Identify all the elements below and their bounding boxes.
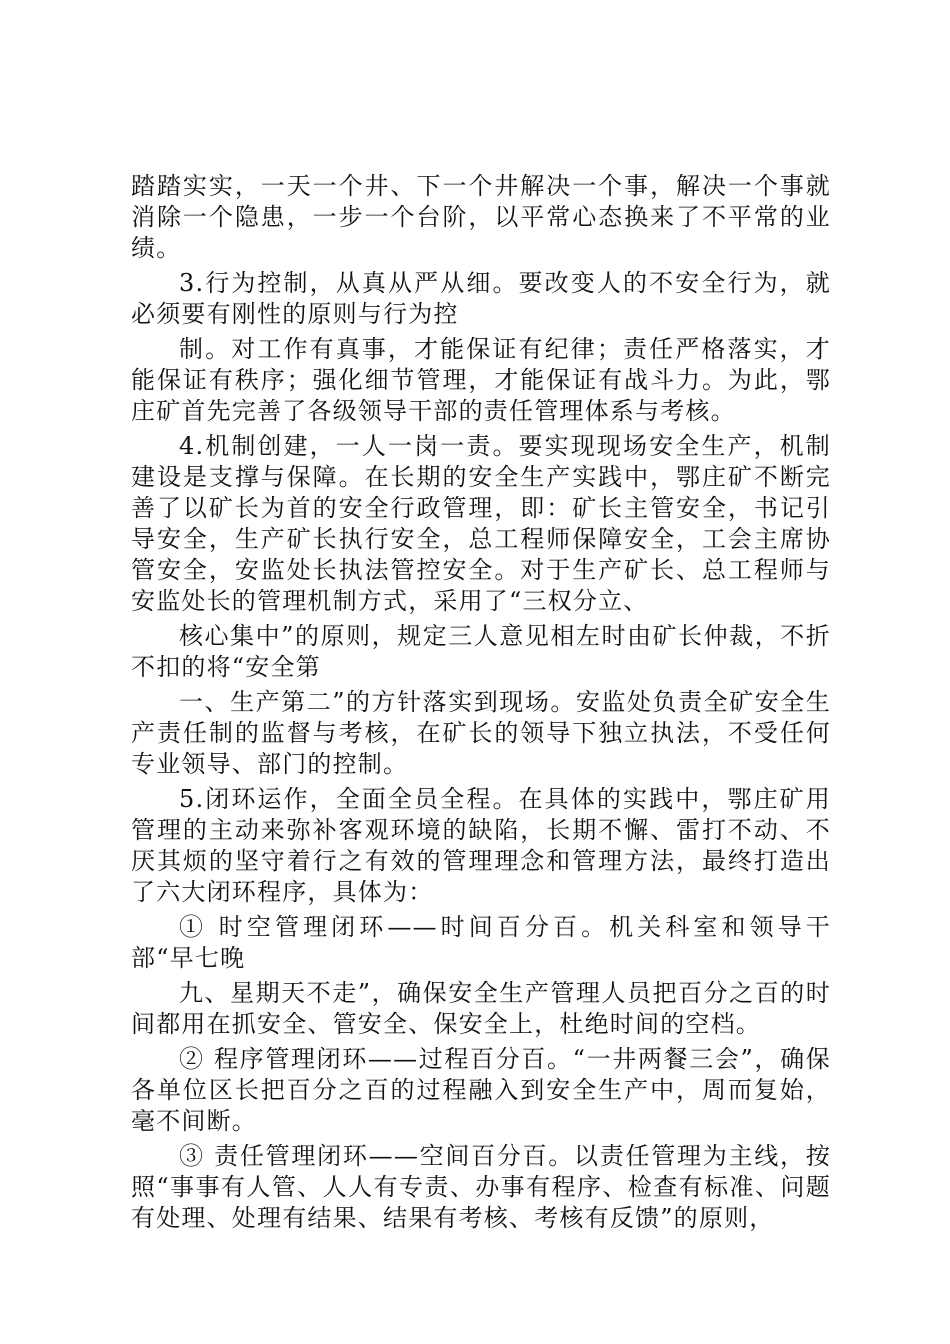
- paragraph-loop-2: ② 程序管理闭环——过程百分百。“一井两餐三会”，确保各单位区长把百分之百的过程融入到安全生产中，周而复始，毫不间断。: [131, 1045, 831, 1135]
- paragraph-mechanism: 4.机制创建，一人一岗一责。要实现现场安全生产，机制建设是支撑与保障。在长期的安全生产实践中，鄂庄矿不断完善了以矿长为首的安全行政管理，即：矿长主管安全，书记引导安全，生产矿长执行安全，总工程师保障安全，工会主席协管安全，安监处长执法管控安全。对于生产矿长、总工程师与安监处长的管理机制方式，采用了“三权分立、: [131, 432, 831, 615]
- paragraph-mechanism-cont-1: 核心集中”的原则，规定三人意见相左时由矿长仲裁，不折不扣的将“安全第: [131, 622, 831, 681]
- paragraph-loop-1: ① 时空管理闭环——时间百分百。机关科室和领导干部“早七晚: [131, 913, 831, 972]
- paragraph-loop-1-cont: 九、星期天不走”，确保安全生产管理人员把百分之百的时间都用在抓安全、管安全、保安全上，杜绝时间的空档。: [131, 979, 831, 1038]
- paragraph-loop-3: ③ 责任管理闭环——空间百分百。以责任管理为主线，按照“事事有人管、人人有专责、办事有程序、检查有标准、问题有处理、处理有结果、结果有考核、考核有反馈”的原则，: [131, 1142, 831, 1232]
- paragraph-mechanism-cont-2: 一、生产第二”的方针落实到现场。安监处负责全矿安全生产责任制的监督与考核，在矿长的领导下独立执法，不受任何专业领导、部门的控制。: [131, 688, 831, 778]
- paragraph-behavior-control: 3.行为控制，从真从严从细。要改变人的不安全行为，就必须要有刚性的原则与行为控: [131, 269, 831, 328]
- paragraph-continuation: 踏踏实实，一天一个井、下一个井解决一个事，解决一个事就消除一个隐患，一步一个台阶，以平常心态换来了不平常的业绩。: [131, 172, 831, 262]
- document-body: [131, 171, 831, 1238]
- paragraph-closed-loop: 5.闭环运作，全面全员全程。在具体的实践中，鄂庄矿用管理的主动来弥补客观环境的缺陷，长期不懈、雷打不动、不厌其烦的坚守着行之有效的管理理念和管理方法，最终打造出了六大闭环程序，具体为：: [131, 785, 831, 906]
- paragraph-behavior-control-cont: 制。对工作有真事，才能保证有纪律；责任严格落实，才能保证有秩序；强化细节管理，才能保证有战斗力。为此，鄂庄矿首先完善了各级领导干部的责任管理体系与考核。: [131, 335, 831, 425]
